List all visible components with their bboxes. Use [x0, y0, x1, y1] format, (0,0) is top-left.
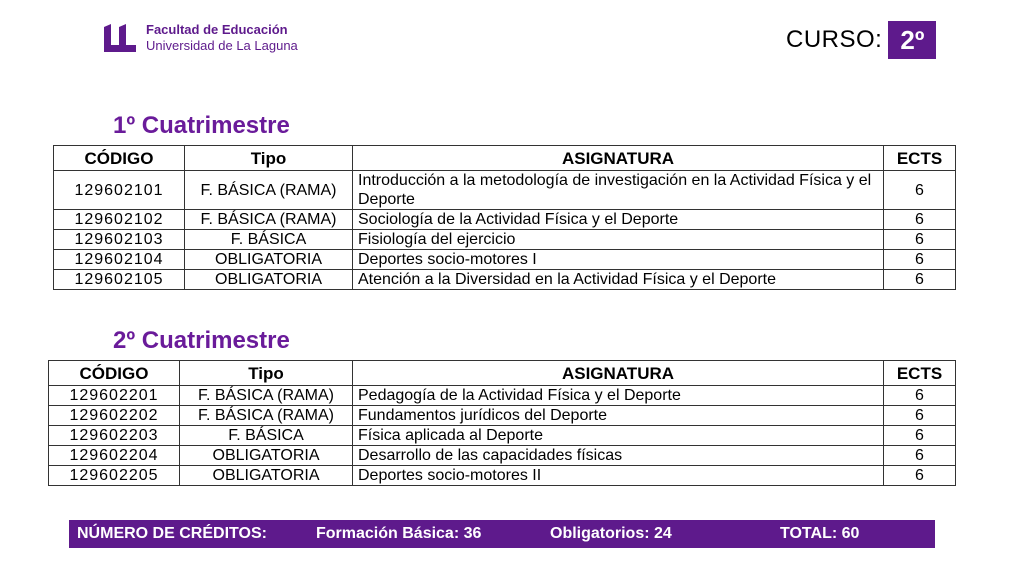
credits-total: TOTAL: 60: [780, 525, 860, 542]
table-row: [54, 250, 956, 270]
table-row: [49, 426, 956, 446]
subject-code: 129602101: [54, 171, 185, 210]
subject-ects: 6: [884, 171, 956, 210]
column-header-subject: ASIGNATURA: [353, 361, 884, 386]
ull-logo-icon: [102, 23, 138, 53]
subject-ects: 6: [884, 426, 956, 446]
subject-ects: 6: [884, 250, 956, 270]
subject-name: Física aplicada al Deporte: [353, 426, 884, 446]
subject-name: Fundamentos jurídicos del Deporte: [353, 406, 884, 426]
subject-code: 129602201: [49, 386, 180, 406]
subject-type: OBLIGATORIA: [185, 250, 353, 270]
subject-name: Desarrollo de las capacidades físicas: [353, 446, 884, 466]
subject-ects: 6: [884, 466, 956, 486]
subject-type: F. BÁSICA (RAMA): [180, 386, 353, 406]
subject-name: Pedagogía de la Actividad Física y el Deporte: [353, 386, 884, 406]
column-header-code: CÓDIGO: [49, 361, 180, 386]
subject-ects: 6: [884, 386, 956, 406]
table-row: [54, 270, 956, 290]
subject-ects: 6: [884, 230, 956, 250]
subject-type: F. BÁSICA: [185, 230, 353, 250]
subject-type: F. BÁSICA: [180, 426, 353, 446]
subject-ects: 6: [884, 270, 956, 290]
subject-ects: 6: [884, 210, 956, 230]
table-row: [49, 446, 956, 466]
subject-code: 129602104: [54, 250, 185, 270]
subject-code: 129602205: [49, 466, 180, 486]
subject-name: Deportes socio-motores I: [353, 250, 884, 270]
subject-name: Sociología de la Actividad Física y el Deporte: [353, 210, 884, 230]
subject-code: 129602202: [49, 406, 180, 426]
column-header-ects: ECTS: [884, 361, 956, 386]
subject-name: Deportes socio-motores II: [353, 466, 884, 486]
table-row: [54, 230, 956, 250]
subject-code: 129602105: [54, 270, 185, 290]
semester1-table: [53, 145, 956, 290]
table-row: [49, 466, 956, 486]
faculty-name: Facultad de Educación: [146, 22, 288, 37]
column-header-code: CÓDIGO: [54, 146, 185, 171]
credits-mandatory: Obligatorios: 24: [550, 525, 672, 542]
subject-code: 129602102: [54, 210, 185, 230]
subject-type: F. BÁSICA (RAMA): [185, 210, 353, 230]
table-row: [49, 386, 956, 406]
semester2-title: 2º Cuatrimestre: [113, 327, 290, 354]
table-row: [49, 406, 956, 426]
column-header-subject: ASIGNATURA: [353, 146, 884, 171]
subject-code: 129602103: [54, 230, 185, 250]
credits-label: NÚMERO DE CRÉDITOS:: [77, 525, 267, 542]
course-indicator: [786, 21, 936, 59]
course-label: CURSO:: [786, 26, 883, 53]
semester2-table: [48, 360, 956, 486]
semester1-title: 1º Cuatrimestre: [113, 112, 290, 139]
university-name: Universidad de La Laguna: [146, 38, 298, 53]
course-number-badge: 2º: [888, 21, 936, 59]
subject-name: Atención a la Diversidad en la Actividad Física y el Deporte: [353, 270, 884, 290]
subject-ects: 6: [884, 446, 956, 466]
table-header-row: [54, 146, 956, 171]
subject-name: Introducción a la metodología de investigación en la Actividad Física y el Deporte: [353, 171, 884, 210]
subject-type: OBLIGATORIA: [185, 270, 353, 290]
subject-type: F. BÁSICA (RAMA): [185, 171, 353, 210]
faculty-logo: [102, 22, 298, 54]
subject-name: Fisiología del ejercicio: [353, 230, 884, 250]
column-header-type: Tipo: [180, 361, 353, 386]
column-header-ects: ECTS: [884, 146, 956, 171]
table-row: [54, 171, 956, 210]
subject-type: OBLIGATORIA: [180, 466, 353, 486]
subject-type: OBLIGATORIA: [180, 446, 353, 466]
table-header-row: [49, 361, 956, 386]
credits-basic: Formación Básica: 36: [316, 525, 482, 542]
subject-ects: 6: [884, 406, 956, 426]
subject-code: 129602203: [49, 426, 180, 446]
column-header-type: Tipo: [185, 146, 353, 171]
credits-summary-bar: [69, 520, 935, 548]
subject-type: F. BÁSICA (RAMA): [180, 406, 353, 426]
subject-code: 129602204: [49, 446, 180, 466]
table-row: [54, 210, 956, 230]
